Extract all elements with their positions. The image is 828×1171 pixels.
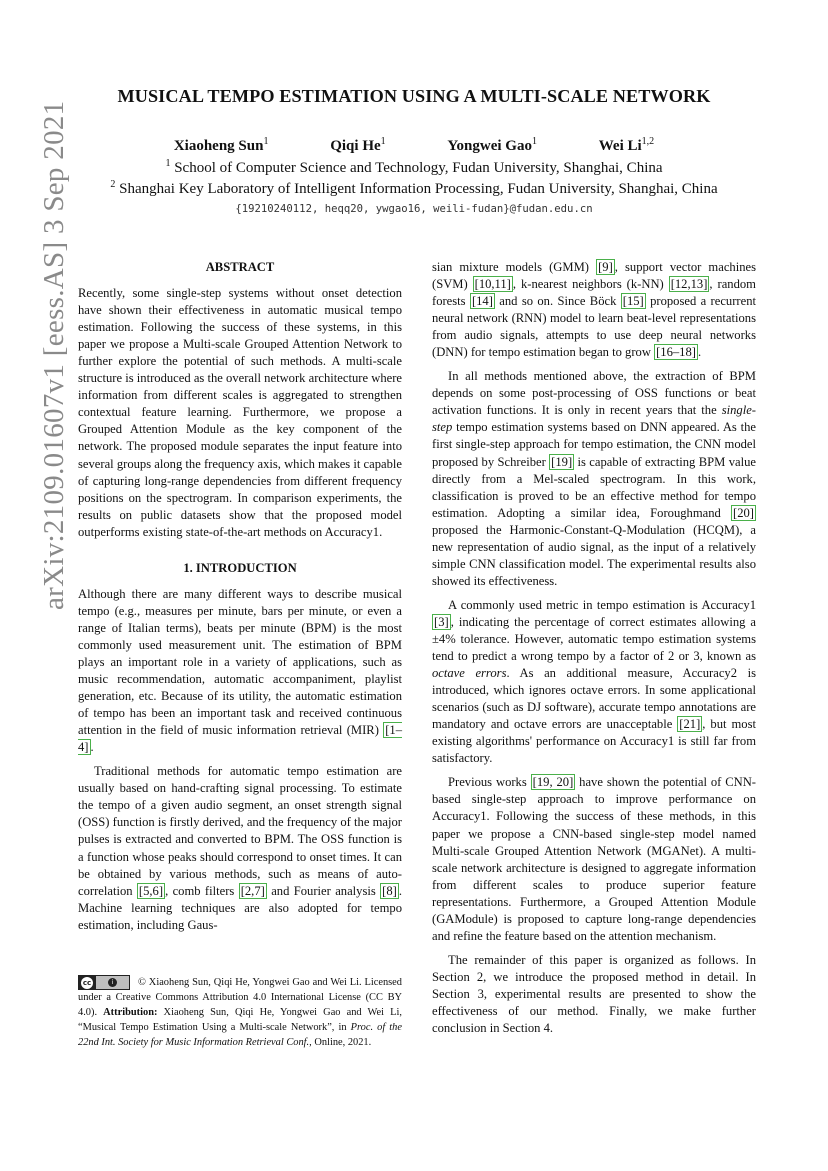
abstract-text: Recently, some single-step systems without onset detection have shown their effectiveness in automatic musical tempo estimation. Following the success of these systems, in this paper we propose a Multi-scale Grouped Attention Network to further explore the potential of such methods. A multi-scale structure is introduced as the overall network architecture where information from different scales is aggregated to strengthen contextual feature learning. Furthermore, we propose a Grouped Attention Module as the key component of the network. The proposed module separates the input feature into several groups along the frequency axis, which makes it capable of capturing long-range dependencies from different frequency positions on the spectrogram. In comparison experiments, the results on public datasets show that the proposed model outperforms existing state-of-the-art methods on Accuracy1. — [78, 286, 402, 539]
left-column — [78, 259, 402, 941]
by-icon: i — [108, 978, 117, 987]
citation-link[interactable]: [5,6] — [138, 883, 164, 898]
paragraph: sian mixture models (GMM) [9] , support vector machines (SVM) [10,11] , k-nearest neighbors (k-NN) [12,13] , random forests [14] and so on. Since Böck [15] proposed a recurrent neural network (RNN) model to learn beat-level representations from audio signals, attempts to use deep neural networks (DNN) for tempo estimation began to grow [16–18] . — [432, 260, 757, 360]
citation-link[interactable]: [20] — [733, 505, 754, 520]
citation-link[interactable]: [3] — [434, 614, 449, 629]
paragraph: Traditional methods for automatic tempo estimation are usually based on hand-crafting signal processing. To estimate the tempo of a given audio segment, an onset strength signal (OSS) function is firstly derived, and the frequency of the major pulses is extracted and converted to BPM. The OSS function is a function whose peaks should correspond to onset times. It can be obtained by various methods, such as means of auto-correlation [5,6] , comb filters [2,7] and Fourier analysis [8] . Machine learning techniques are also adopted for tempo estimation, including Gaus- — [78, 764, 402, 932]
author: Xiaoheng Sun$^1$ — [173, 136, 269, 154]
paragraph: The remainder of this paper is organized as follows. In Section 2, we introduce the proposed method in detail. In Section 3, experimental results are presented to show the effectiveness of our method. Finally, we make further conclusion in Section 4. — [432, 952, 756, 1036]
citation-link[interactable]: [9] — [598, 260, 613, 274]
citation-link[interactable]: [19, 20] — [532, 775, 574, 790]
paragraph: A commonly used metric in tempo estimation is Accuracy1 [3] , indicating the percentage of correct estimates allowing a ±4% tolerance. However, automatic tempo estimation systems tend to predict a wrong tempo by a factor of 2 or 3, known as octave errors. As an additional measure, Accuracy2 is introduced, which ignores octave errors. In some applicational scenarios (such as DJ software), accurate tempo annotations are mandatory and octave errors are unacceptable [21] , but most existing algorithms' performance on Accuracy1 is still far from satisfactory. — [432, 597, 756, 766]
abstract-heading: ABSTRACT — [205, 260, 275, 274]
author: Yongwei Gao$^1$ — [447, 136, 537, 154]
author: Wei Li$^{1,2}$ — [598, 136, 655, 154]
arxiv-identifier[interactable]: arXiv:2109.01607v1 [eess.AS] 3 Sep 2021 — [38, 100, 70, 610]
paper-title: MUSICAL TEMPO ESTIMATION USING A MULTI-SCALE NETWORK — [117, 86, 711, 106]
citation-link[interactable]: [15] — [622, 294, 644, 309]
citation-link[interactable]: [10,11] — [474, 277, 511, 292]
cc-icon: cc — [82, 978, 92, 987]
affiliation: $^1$ School of Computer Science and Technology, Fudan University, Shanghai, China — [165, 158, 663, 176]
citation-link[interactable]: [12,13] — [670, 277, 708, 292]
citation-link[interactable]: [14] — [471, 294, 493, 309]
author: Qiqi He$^1$ — [330, 136, 386, 154]
arxiv-sidebar — [14, 100, 70, 860]
citation-link[interactable]: [19] — [551, 454, 573, 469]
cc-by-license-icon[interactable] — [78, 975, 130, 990]
author-list — [0, 136, 828, 155]
right-column — [432, 259, 756, 1044]
paragraph: In all methods mentioned above, the extraction of BPM depends on some post-processing of OSS functions or beat activation functions. It is only in recent years that the single-step tempo estimation systems based on DNN appeared. As the first single-step approach for tempo estimation, the CNN model proposed by Schreiber [19] is capable of extracting BPM value directly from a Mel-scaled spectrogram. In this work, classification is proved to be an effective method for tempo estimation. Adopting a similar idea, Foroughmand [20] proposed the Harmonic-Constant-Q-Modulation (HCQM), a new representation of audio signal, as the input of a relatively simple CNN classification model. The experimental results also showed its effectiveness. — [432, 369, 756, 588]
affiliation: $^2$ Shanghai Key Laboratory of Intelligent Information Processing, Fudan University, Shanghai, China — [110, 179, 718, 197]
introduction-heading: 1. INTRODUCTION — [183, 560, 297, 575]
citation-link[interactable]: [16–18] — [656, 345, 696, 360]
paragraph: Previous works [19, 20] have shown the potential of CNN-based single-step approach to improve performance on Accuracy1. Following the success of these methods, in this paper we propose a CNN-based single-step model named Multi-scale Grouped Attention Network (MGANet). A multi-scale network architecture is designed to aggregate information from different scales to produce superior feature representations. Furthermore, a Grouped Attention Module (GAModule) is proposed to capture long-range dependencies and refine the feature based on the attention mechanism. — [432, 775, 757, 943]
citation-link[interactable]: [21] — [679, 717, 701, 732]
license-footnote: cc i © Xiaoheng Sun, Qiqi He, Yongwei Gao and Wei Li. Licensed under a Creative Commons Attribution 4.0 International License (CC BY 4.0). Attribution: Xiaoheng Sun, Qiqi He, Yongwei Gao and Wei Li, “Musical Tempo Estimation Using a Multi-scale Network”, in Proc. of the 22nd Int. Society for Music Information Retrieval Conf., Online, 2021. — [78, 977, 402, 1049]
paragraph: Although there are many different ways to describe musical tempo (e.g., measures per minute, bars per minute, or even a range of Italian terms), beats per minute (BPM) is the most commonly used measurement unit. The estimation of BPM plays an important role in a variety of applications, such as music recommendation, automatic accompaniment, playlist generation, etc. Because of its utility, the automatic estimation of tempo has been an important task and received continuous attention in the field of music information retrieval (MIR) [1–4] . — [78, 586, 402, 755]
citation-link[interactable]: [2,7] — [240, 883, 265, 898]
author-emails[interactable]: {19210240112, heqq20, ywgao16, weili-fudan}@fudan.edu.cn — [235, 203, 593, 215]
citation-link[interactable]: [8] — [382, 883, 397, 898]
citation-link[interactable]: [1–4] — [78, 723, 402, 755]
